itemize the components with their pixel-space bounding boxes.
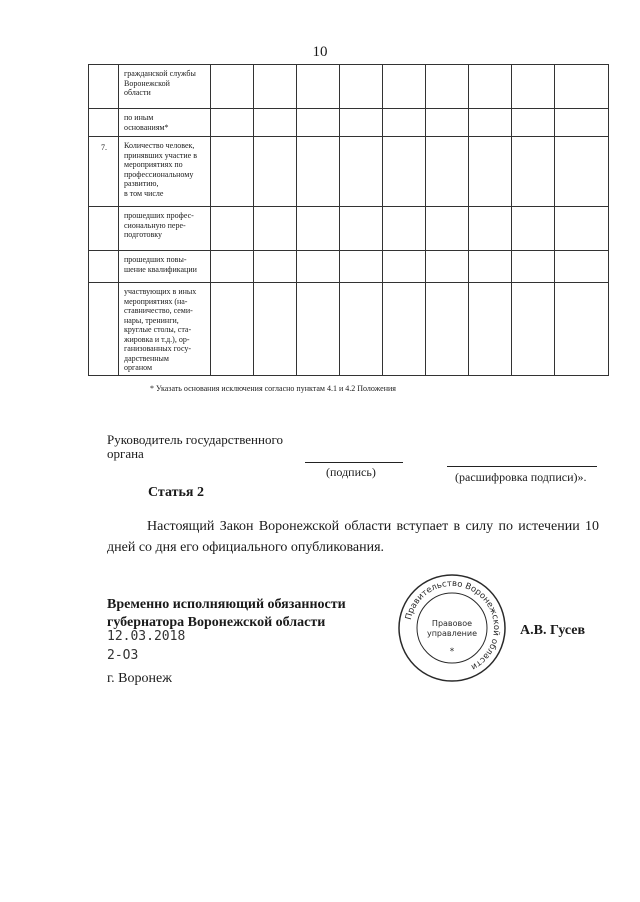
value-cell (469, 283, 512, 376)
value-cell (254, 283, 297, 376)
value-cell (211, 207, 254, 251)
value-cell (297, 137, 340, 207)
seal-center-line1: Правовое (431, 619, 473, 628)
value-cell (211, 137, 254, 207)
head-title-line1: Руководитель государственного (107, 432, 283, 447)
value-cell (340, 207, 383, 251)
article-text: Настоящий Закон Воронежской области вступает в силу по истечении 10 дней со дня его официального опубликования. (107, 519, 599, 555)
value-cell (340, 65, 383, 109)
signature-caption: (подпись) (326, 465, 376, 479)
row-label (119, 207, 211, 251)
law-date: 12.03.2018 (107, 629, 186, 644)
row-number (89, 283, 119, 376)
value-cell (340, 109, 383, 137)
seal-star: * (449, 647, 455, 657)
value-cell (426, 207, 469, 251)
value-cell (297, 283, 340, 376)
value-cell (426, 137, 469, 207)
row-label-line: основаниям* (124, 122, 169, 132)
row-label-line: Воронежской (124, 78, 170, 88)
value-cell (297, 251, 340, 283)
value-cell (512, 137, 555, 207)
value-cell (469, 251, 512, 283)
table-row (89, 137, 609, 207)
value-cell (555, 65, 609, 109)
law-number: 2-ОЗ (107, 648, 139, 663)
row-label-line: принявших участие в (124, 150, 197, 160)
signature-line (305, 462, 403, 463)
row-label-line: круглые столы, ста- (124, 325, 192, 334)
value-cell (426, 109, 469, 137)
row-label-line: по иным (124, 113, 154, 122)
row-label-line: органом (124, 363, 153, 372)
value-cell (340, 283, 383, 376)
value-cell (383, 207, 426, 251)
governor-title-line1: Временно исполняющий обязанности (107, 597, 346, 612)
value-cell (555, 109, 609, 137)
value-cell (383, 65, 426, 109)
row-label-line: участвующих в иных (124, 287, 197, 296)
value-cell (383, 137, 426, 207)
row-label (119, 137, 211, 207)
value-cell (211, 109, 254, 137)
table-row (89, 65, 609, 109)
row-label-line: ставничество, семи- (124, 306, 193, 315)
value-cell (555, 283, 609, 376)
value-cell (555, 137, 609, 207)
row-number (89, 207, 119, 251)
row-label-line: области (124, 88, 151, 97)
row-label (119, 283, 211, 376)
value-cell (383, 283, 426, 376)
row-label-line: жировка и т.д.), ор- (124, 334, 190, 344)
row-label (119, 65, 211, 109)
table-row (89, 251, 609, 283)
seal-center-line2: управление (426, 629, 478, 638)
value-cell (426, 251, 469, 283)
value-cell (211, 65, 254, 109)
row-label-line: дарственным (124, 353, 169, 363)
row-label-line: прошедших профес- (124, 211, 194, 220)
row-label (119, 109, 211, 137)
value-cell (512, 207, 555, 251)
value-cell (469, 207, 512, 251)
row-label-line: шение квалификации (124, 264, 197, 274)
article-title: Статья 2 (148, 485, 204, 500)
row-label-line: профессиональному (124, 169, 194, 179)
value-cell (297, 65, 340, 109)
value-cell (211, 283, 254, 376)
row-label-line: мероприятиях (на- (124, 296, 188, 306)
value-cell (426, 65, 469, 109)
page-number: 10 (312, 44, 328, 60)
table-row (89, 283, 609, 376)
value-cell (555, 207, 609, 251)
value-cell (469, 65, 512, 109)
row-number: 7. (89, 137, 119, 207)
table-row (89, 109, 609, 137)
value-cell (254, 109, 297, 137)
value-cell (211, 251, 254, 283)
seal-ring-text: Правительство Воронежской области (403, 578, 502, 672)
value-cell (512, 283, 555, 376)
value-cell (512, 251, 555, 283)
row-number (89, 109, 119, 137)
row-label-line: мероприятиях по (124, 160, 183, 169)
value-cell (469, 137, 512, 207)
row-label-line: гражданской службы (124, 69, 196, 78)
value-cell (297, 207, 340, 251)
value-cell (383, 109, 426, 137)
value-cell (340, 251, 383, 283)
value-cell (254, 65, 297, 109)
row-label-line: развитию, (124, 179, 159, 188)
row-number (89, 251, 119, 283)
value-cell (512, 65, 555, 109)
row-label-line: Количество человек, (124, 141, 195, 150)
row-label-line: в том числе (124, 188, 164, 198)
table-row (89, 207, 609, 251)
table-footnote: * Указать основания исключения согласно пунктам 4.1 и 4.2 Положения (150, 384, 396, 393)
head-title-line2: органа (107, 446, 144, 461)
value-cell (254, 251, 297, 283)
decoding-line (447, 466, 597, 467)
value-cell (254, 207, 297, 251)
value-cell (254, 137, 297, 207)
value-cell (340, 137, 383, 207)
row-label-line: ганизованных госу- (124, 344, 192, 353)
governor-name: А.В. Гусев (520, 623, 586, 638)
city: г. Воронеж (107, 671, 172, 686)
value-cell (297, 109, 340, 137)
value-cell (469, 109, 512, 137)
statistics-table (88, 64, 609, 376)
row-label-line: нары, тренинги, (124, 315, 179, 325)
value-cell (555, 251, 609, 283)
value-cell (512, 109, 555, 137)
row-label-line: сиональную пере- (124, 220, 186, 230)
official-seal (396, 572, 508, 684)
value-cell (383, 251, 426, 283)
decoding-caption: (расшифровка подписи)». (455, 470, 587, 484)
row-label (119, 251, 211, 283)
value-cell (426, 283, 469, 376)
row-label-line: прошедших повы- (124, 255, 187, 264)
row-number (89, 65, 119, 109)
row-label-line: подготовку (124, 230, 163, 239)
governor-title-line2: губернатора Воронежской области (107, 615, 326, 630)
